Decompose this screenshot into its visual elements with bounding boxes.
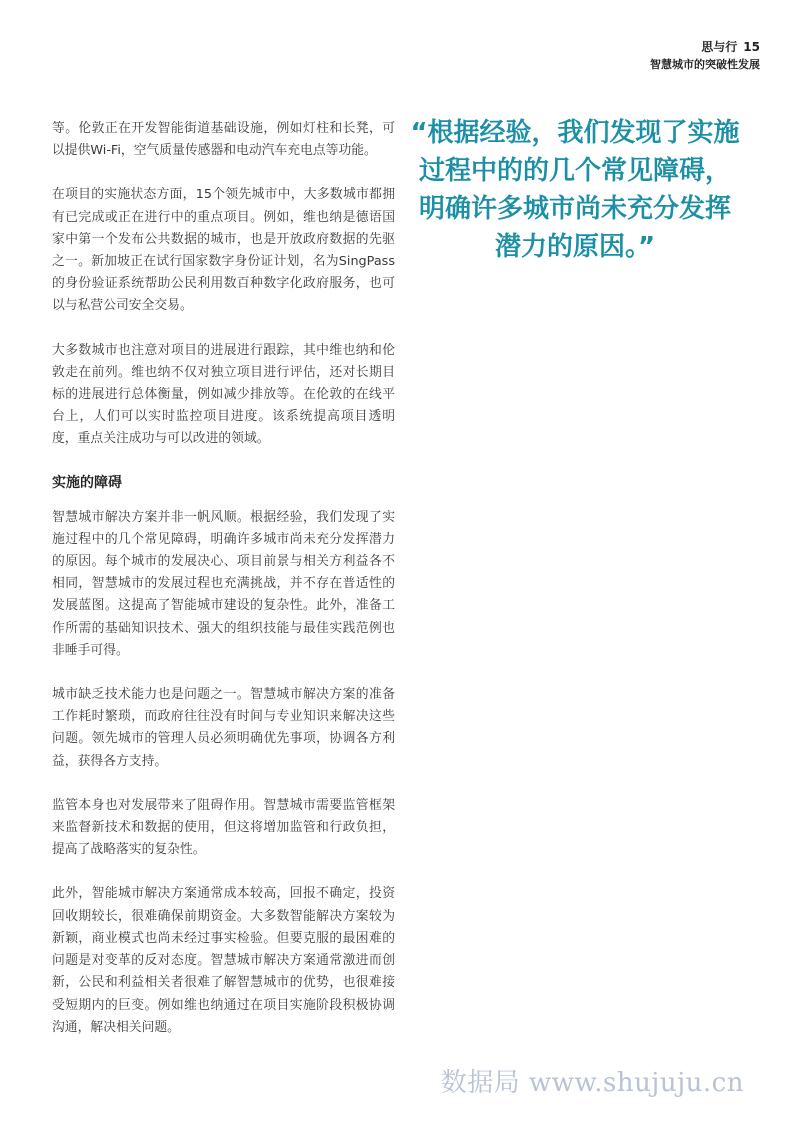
body-paragraph: 城市缺乏技术能力也是问题之一。智慧城市解决方案的准备工作耗时繁琐，而政府往往没有时间与专业知识来解决这些问题。领先城市的管理人员必须明确优先事项，协调各方利益，获得各方支持。 xyxy=(52,687,395,769)
site-watermark: 数据局 www.shujuju.cn xyxy=(440,1068,744,1098)
section-heading: 实施的障碍 xyxy=(52,474,122,491)
body-column xyxy=(52,118,395,1061)
body-paragraph: 在项目的实施状态方面，15个领先城市中，大多数城市都拥有已完成或正在进行中的重点项目。例如，维也纳是德语国家中第一个发布公共数据的城市，也是开放政府数据的先驱之一。新加坡正在试行国家数字身份证计划，名为SingPass的身份验证系统帮助公民利用数百种数字化政府服务，也可以与私营公司安全交易。 xyxy=(52,187,395,314)
header-row xyxy=(650,38,760,56)
body-paragraph: 此外，智能城市解决方案通常成本较高，回报不确定，投资回收期较长，很难确保前期资金。大多数智能解决方案较为新颖，商业模式也尚未经过事实检验。但要克服的最困难的问题是对变革的反对态度。智慧城市解决方案通常激进而创新，公民和利益相关者很难了解智慧城市的优势，也很难接受短期内的巨变。例如维也纳通过在项目实施阶段积极协调沟通，解决相关问题。 xyxy=(52,886,395,1035)
page-header xyxy=(650,38,760,74)
page-number: 15 xyxy=(743,40,760,54)
body-paragraph: 监管本身也对发展带来了阻碍作用。智慧城市需要监管框架来监督新技术和数据的使用，但这将增加监管和行政负担，提高了战略落实的复杂性。 xyxy=(52,797,395,858)
header-subtitle: 智慧城市的突破性发展 xyxy=(650,58,760,71)
body-paragraph: 大多数城市也注意对项目的进展进行跟踪，其中维也纳和伦敦走在前列。维也纳不仅对独立项目进行评估，还对长期目标的进展进行总体衡量，例如减少排放等。在伦敦的在线平台上，人们可以实时监控项目进度。该系统提高项目透明度，重点关注成功与可以改进的领域。 xyxy=(52,342,395,447)
header-section-title: 思与行 xyxy=(701,40,738,54)
body-paragraph: 等。伦敦正在开发智能街道基础设施，例如灯柱和长凳，可以提供Wi-Fi，空气质量传感器和电动汽车充电点等功能。 xyxy=(52,121,395,159)
pull-quote: “根据经验，我们发现了实施过程中的的几个常见障碍，明确许多城市尚未充分发挥潜力的原因。” xyxy=(410,118,740,262)
body-paragraph: 智慧城市解决方案并非一帆风顺。根据经验，我们发现了实施过程中的几个常见障碍，明确许多城市尚未充分发挥潜力的原因。每个城市的发展决心、项目前景与相关方利益各不相同，智慧城市的发展过程也充满挑战，并不存在普适性的发展蓝图。这提高了智能城市建设的复杂性。此外，准备工作所需的基础知识技术、强大的组织技能与最佳实践范例也非唾手可得。 xyxy=(52,509,395,658)
